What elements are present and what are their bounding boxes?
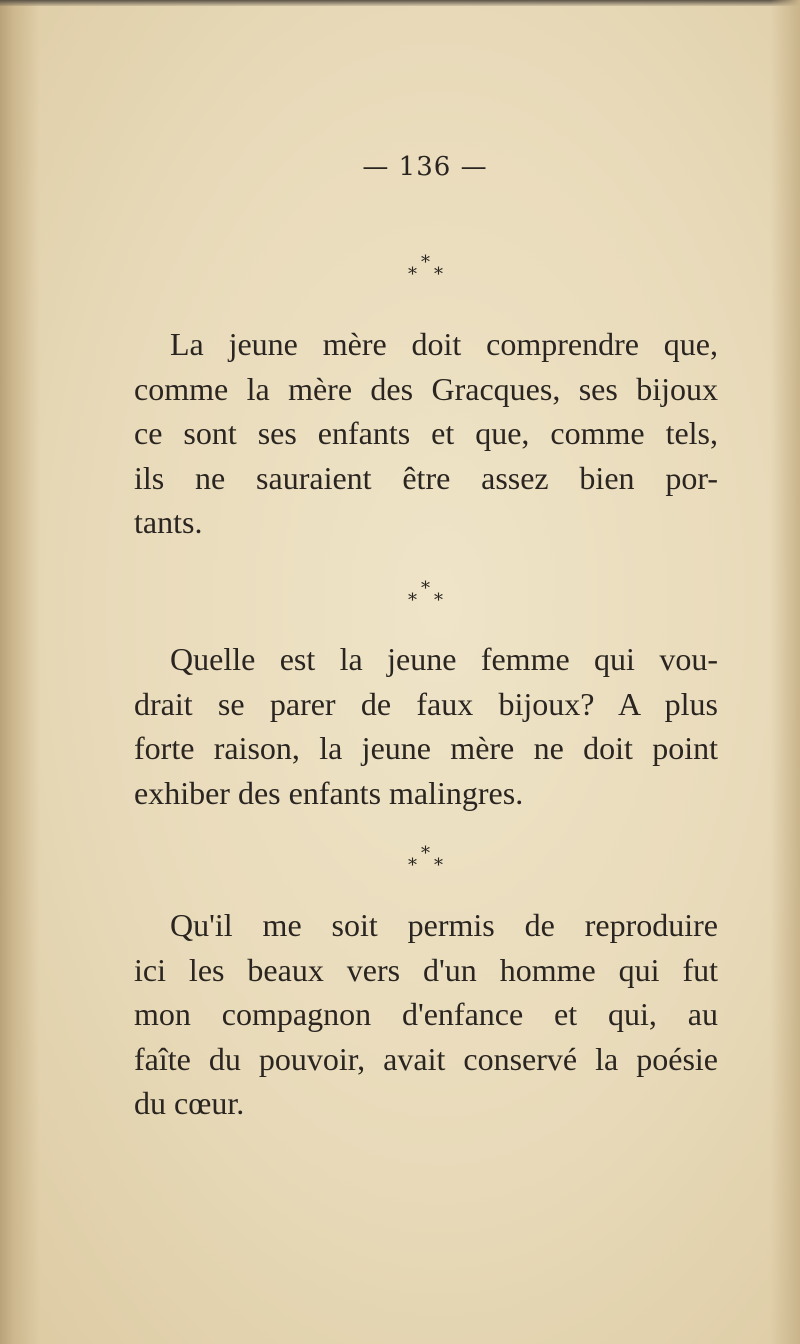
text-line: exhiber des enfants malingres. bbox=[134, 774, 524, 811]
text-line: tants. bbox=[134, 504, 203, 540]
text-line: mon compagnon d'enfance et qui, au bbox=[134, 996, 718, 1032]
page-top-edge bbox=[0, 0, 800, 6]
asterism-star: * bbox=[421, 578, 430, 599]
asterism-star: * bbox=[421, 252, 430, 273]
paragraph-1 bbox=[134, 322, 718, 545]
asterism-star: * bbox=[434, 264, 443, 285]
text-line: ce sont ses enfants et que, comme tels, bbox=[134, 415, 718, 451]
asterism-1 bbox=[402, 254, 462, 290]
page-number: — 136 — bbox=[362, 152, 488, 182]
paragraph-3 bbox=[134, 903, 718, 1126]
text-line: La jeune mère doit comprendre que, bbox=[170, 326, 718, 362]
text-line: comme la mère des Gracques, ses bijoux bbox=[134, 370, 718, 407]
asterism-star: * bbox=[421, 843, 430, 864]
asterism-star: * bbox=[434, 855, 443, 876]
text-line: faîte du pouvoir, avait conservé la poésie bbox=[134, 1040, 718, 1077]
text-line: ici les beaux vers d'un homme qui fut bbox=[134, 951, 718, 988]
text-line: forte raison, la jeune mère ne doit point bbox=[134, 730, 718, 766]
text-line: du cœur. bbox=[134, 1085, 245, 1121]
text-line: drait se parer de faux bijoux? A plus bbox=[134, 685, 718, 722]
asterism-star: * bbox=[434, 590, 443, 611]
text-line: Qu'il me soit permis de reproduire bbox=[170, 907, 718, 943]
paragraph-2 bbox=[134, 637, 718, 815]
asterism-2 bbox=[402, 580, 462, 616]
text-line: Quelle est la jeune femme qui vou- bbox=[170, 641, 718, 677]
asterism-star: * bbox=[408, 264, 417, 285]
asterism-3 bbox=[402, 845, 462, 881]
asterism-star: * bbox=[408, 590, 417, 611]
asterism-star: * bbox=[408, 855, 417, 876]
text-line: ils ne sauraient être assez bien por- bbox=[134, 459, 718, 496]
